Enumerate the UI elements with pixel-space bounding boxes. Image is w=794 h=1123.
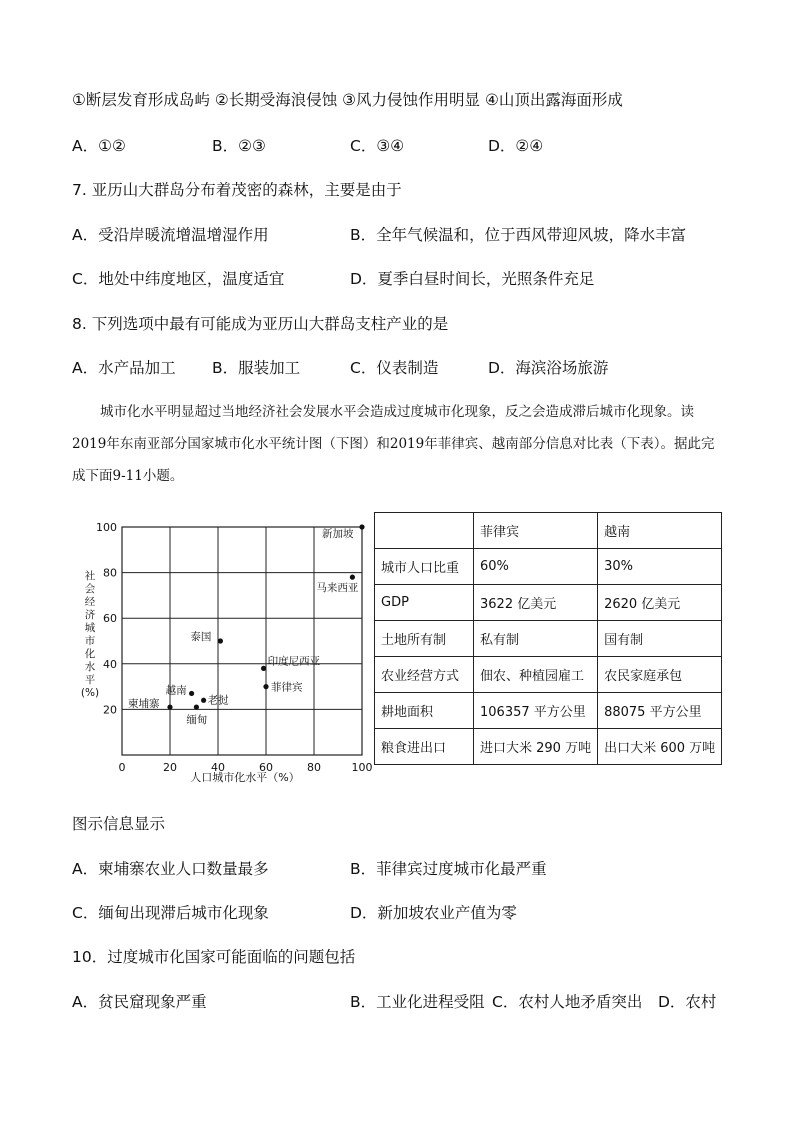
- table-cell: 3622 亿美元: [474, 585, 598, 621]
- y-tick-label: 60: [103, 612, 117, 626]
- data-point: [359, 524, 364, 529]
- y-tick-label: 20: [103, 703, 117, 717]
- y-tick-label: 100: [96, 521, 117, 534]
- data-point-label: 缅甸: [186, 714, 208, 727]
- y-axis-label-char: 社: [84, 570, 96, 582]
- data-point: [263, 684, 268, 689]
- q7-option-a: A．受沿岸暖流增温增湿作用: [72, 226, 269, 244]
- q8-option-c: C．仪表制造: [350, 359, 439, 377]
- q8-option-a: A．水产品加工: [72, 359, 176, 377]
- data-point-label: 老挝: [207, 694, 229, 707]
- data-point: [167, 705, 172, 710]
- y-axis-label-char: 城: [84, 622, 96, 634]
- urbanization-scatter-chart: [80, 515, 373, 790]
- data-point: [201, 698, 206, 703]
- q7-option-d: D．夏季白昼时间长，光照条件充足: [350, 270, 595, 288]
- q9-stem: 图示信息显示: [72, 815, 166, 833]
- q9-option-c: C．缅甸出现滞后城市化现象: [72, 904, 269, 922]
- table-header-cell: 菲律宾: [474, 513, 598, 549]
- data-point-label: 越南: [165, 684, 187, 697]
- data-point: [218, 638, 223, 643]
- q10-option-c: C．农村人地矛盾突出: [492, 993, 643, 1011]
- q6-option-c: C．③④: [350, 137, 405, 155]
- table-cell: 60%: [474, 549, 598, 585]
- q10-stem: 10．过度城市化国家可能面临的问题包括: [72, 948, 356, 966]
- table-cell: 106357 平方公里: [474, 693, 598, 729]
- q7-option-b: B．全年气候温和，位于西风带迎风坡，降水丰富: [350, 226, 687, 244]
- table-cell: 进口大米 290 万吨: [474, 729, 598, 765]
- x-tick-label: 60: [259, 761, 273, 774]
- q6-option-b: B．②③: [212, 137, 266, 155]
- table-cell: 30%: [598, 549, 722, 585]
- table-header-row: [375, 513, 722, 549]
- chart-grid: [122, 527, 362, 755]
- y-tick-label: 80: [103, 566, 117, 580]
- table-row: [375, 621, 722, 657]
- q6-option-a: A．①②: [72, 137, 126, 155]
- table-row: [375, 657, 722, 693]
- comparison-table: [374, 512, 722, 765]
- q9-option-b: B．菲律宾过度城市化最严重: [350, 860, 547, 878]
- table-cell: 出口大米 600 万吨: [598, 729, 722, 765]
- data-point-label: 柬埔寨: [128, 698, 160, 711]
- y-axis-label-char: 济: [84, 609, 96, 621]
- table-cell: 农业经营方式: [375, 657, 474, 693]
- q9-option-d: D．新加坡农业产值为零: [350, 904, 517, 922]
- x-tick-label: 20: [163, 761, 177, 774]
- table-cell: 耕地面积: [375, 693, 474, 729]
- y-axis-label-char: 化: [84, 648, 96, 660]
- data-point: [261, 666, 266, 671]
- table-row: [375, 585, 722, 621]
- table-row: [375, 729, 722, 765]
- data-point-label: 菲律宾: [271, 681, 303, 694]
- passage-text: 城市化水平明显超过当地经济社会发展水平会造成过度城市化现象，反之会造成滞后城市化现象。读2019年东南亚部分国家城市化水平统计图（下图）和2019年菲律宾、越南部分信息对比表（下表）。据此完成下面9-11小题。: [72, 404, 715, 484]
- x-tick-label: 0: [118, 761, 126, 774]
- q10-option-a: A．贫民窟现象严重: [72, 993, 207, 1011]
- data-point: [350, 575, 355, 580]
- data-point-label: 印度尼西亚: [267, 655, 321, 668]
- y-axis-label: [81, 569, 99, 699]
- y-axis-label-char: 经: [84, 596, 96, 608]
- y-axis-label-char: (%): [80, 687, 100, 699]
- q10-option-b: B．工业化进程受阻: [350, 993, 485, 1011]
- table-cell: 土地所有制: [375, 621, 474, 657]
- y-axis-label-char: 平: [84, 674, 96, 686]
- table-row: [375, 693, 722, 729]
- x-tick-label: 80: [307, 761, 321, 774]
- q10-option-d: D．农村: [658, 993, 717, 1011]
- table-cell: GDP: [375, 585, 474, 621]
- table-cell: 城市人口比重: [375, 549, 474, 585]
- y-axis-label-char: 会: [84, 583, 96, 595]
- y-axis-label-char: 水: [84, 661, 96, 673]
- table-header-cell: [375, 513, 474, 549]
- table-row: [375, 549, 722, 585]
- data-point-label: 马来西亚: [316, 582, 359, 595]
- x-axis-label: 人口城市化水平（%）: [190, 771, 300, 784]
- x-tick-label: 40: [211, 761, 225, 774]
- data-points: [128, 524, 365, 726]
- table-cell: 2620 亿美元: [598, 585, 722, 621]
- q6-statements: ①断层发育形成岛屿 ②长期受海浪侵蚀 ③风力侵蚀作用明显 ④山顶出露海面形成: [72, 91, 623, 109]
- table-cell: 88075 平方公里: [598, 693, 722, 729]
- data-point-label: 泰国: [190, 631, 212, 643]
- table-cell: 国有制: [598, 621, 722, 657]
- table-cell: 私有制: [474, 621, 598, 657]
- y-axis-label-char: 市: [84, 635, 96, 647]
- data-point-label: 新加坡: [322, 528, 354, 540]
- q8-option-b: B．服装加工: [212, 359, 301, 377]
- plot-frame: [122, 527, 362, 755]
- data-point: [189, 691, 194, 696]
- q7-stem: 7. 亚历山大群岛分布着茂密的森林，主要是由于: [72, 181, 402, 199]
- q8-option-d: D．海滨浴场旅游: [488, 359, 609, 377]
- q7-option-c: C．地处中纬度地区，温度适宜: [72, 270, 285, 288]
- table-cell: 佃农、种植园雇工: [474, 657, 598, 693]
- q8-stem: 8. 下列选项中最有可能成为亚历山大群岛支柱产业的是: [72, 315, 449, 333]
- data-point: [194, 705, 199, 710]
- q9-option-a: A．柬埔寨农业人口数量最多: [72, 860, 269, 878]
- q6-option-d: D．②④: [488, 137, 544, 155]
- x-tick-label: 100: [351, 761, 373, 774]
- table-header-cell: 越南: [598, 513, 722, 549]
- y-tick-label: 40: [103, 657, 117, 671]
- table-cell: 粮食进出口: [375, 729, 474, 765]
- table-cell: 农民家庭承包: [598, 657, 722, 693]
- y-tick-labels: [96, 521, 117, 716]
